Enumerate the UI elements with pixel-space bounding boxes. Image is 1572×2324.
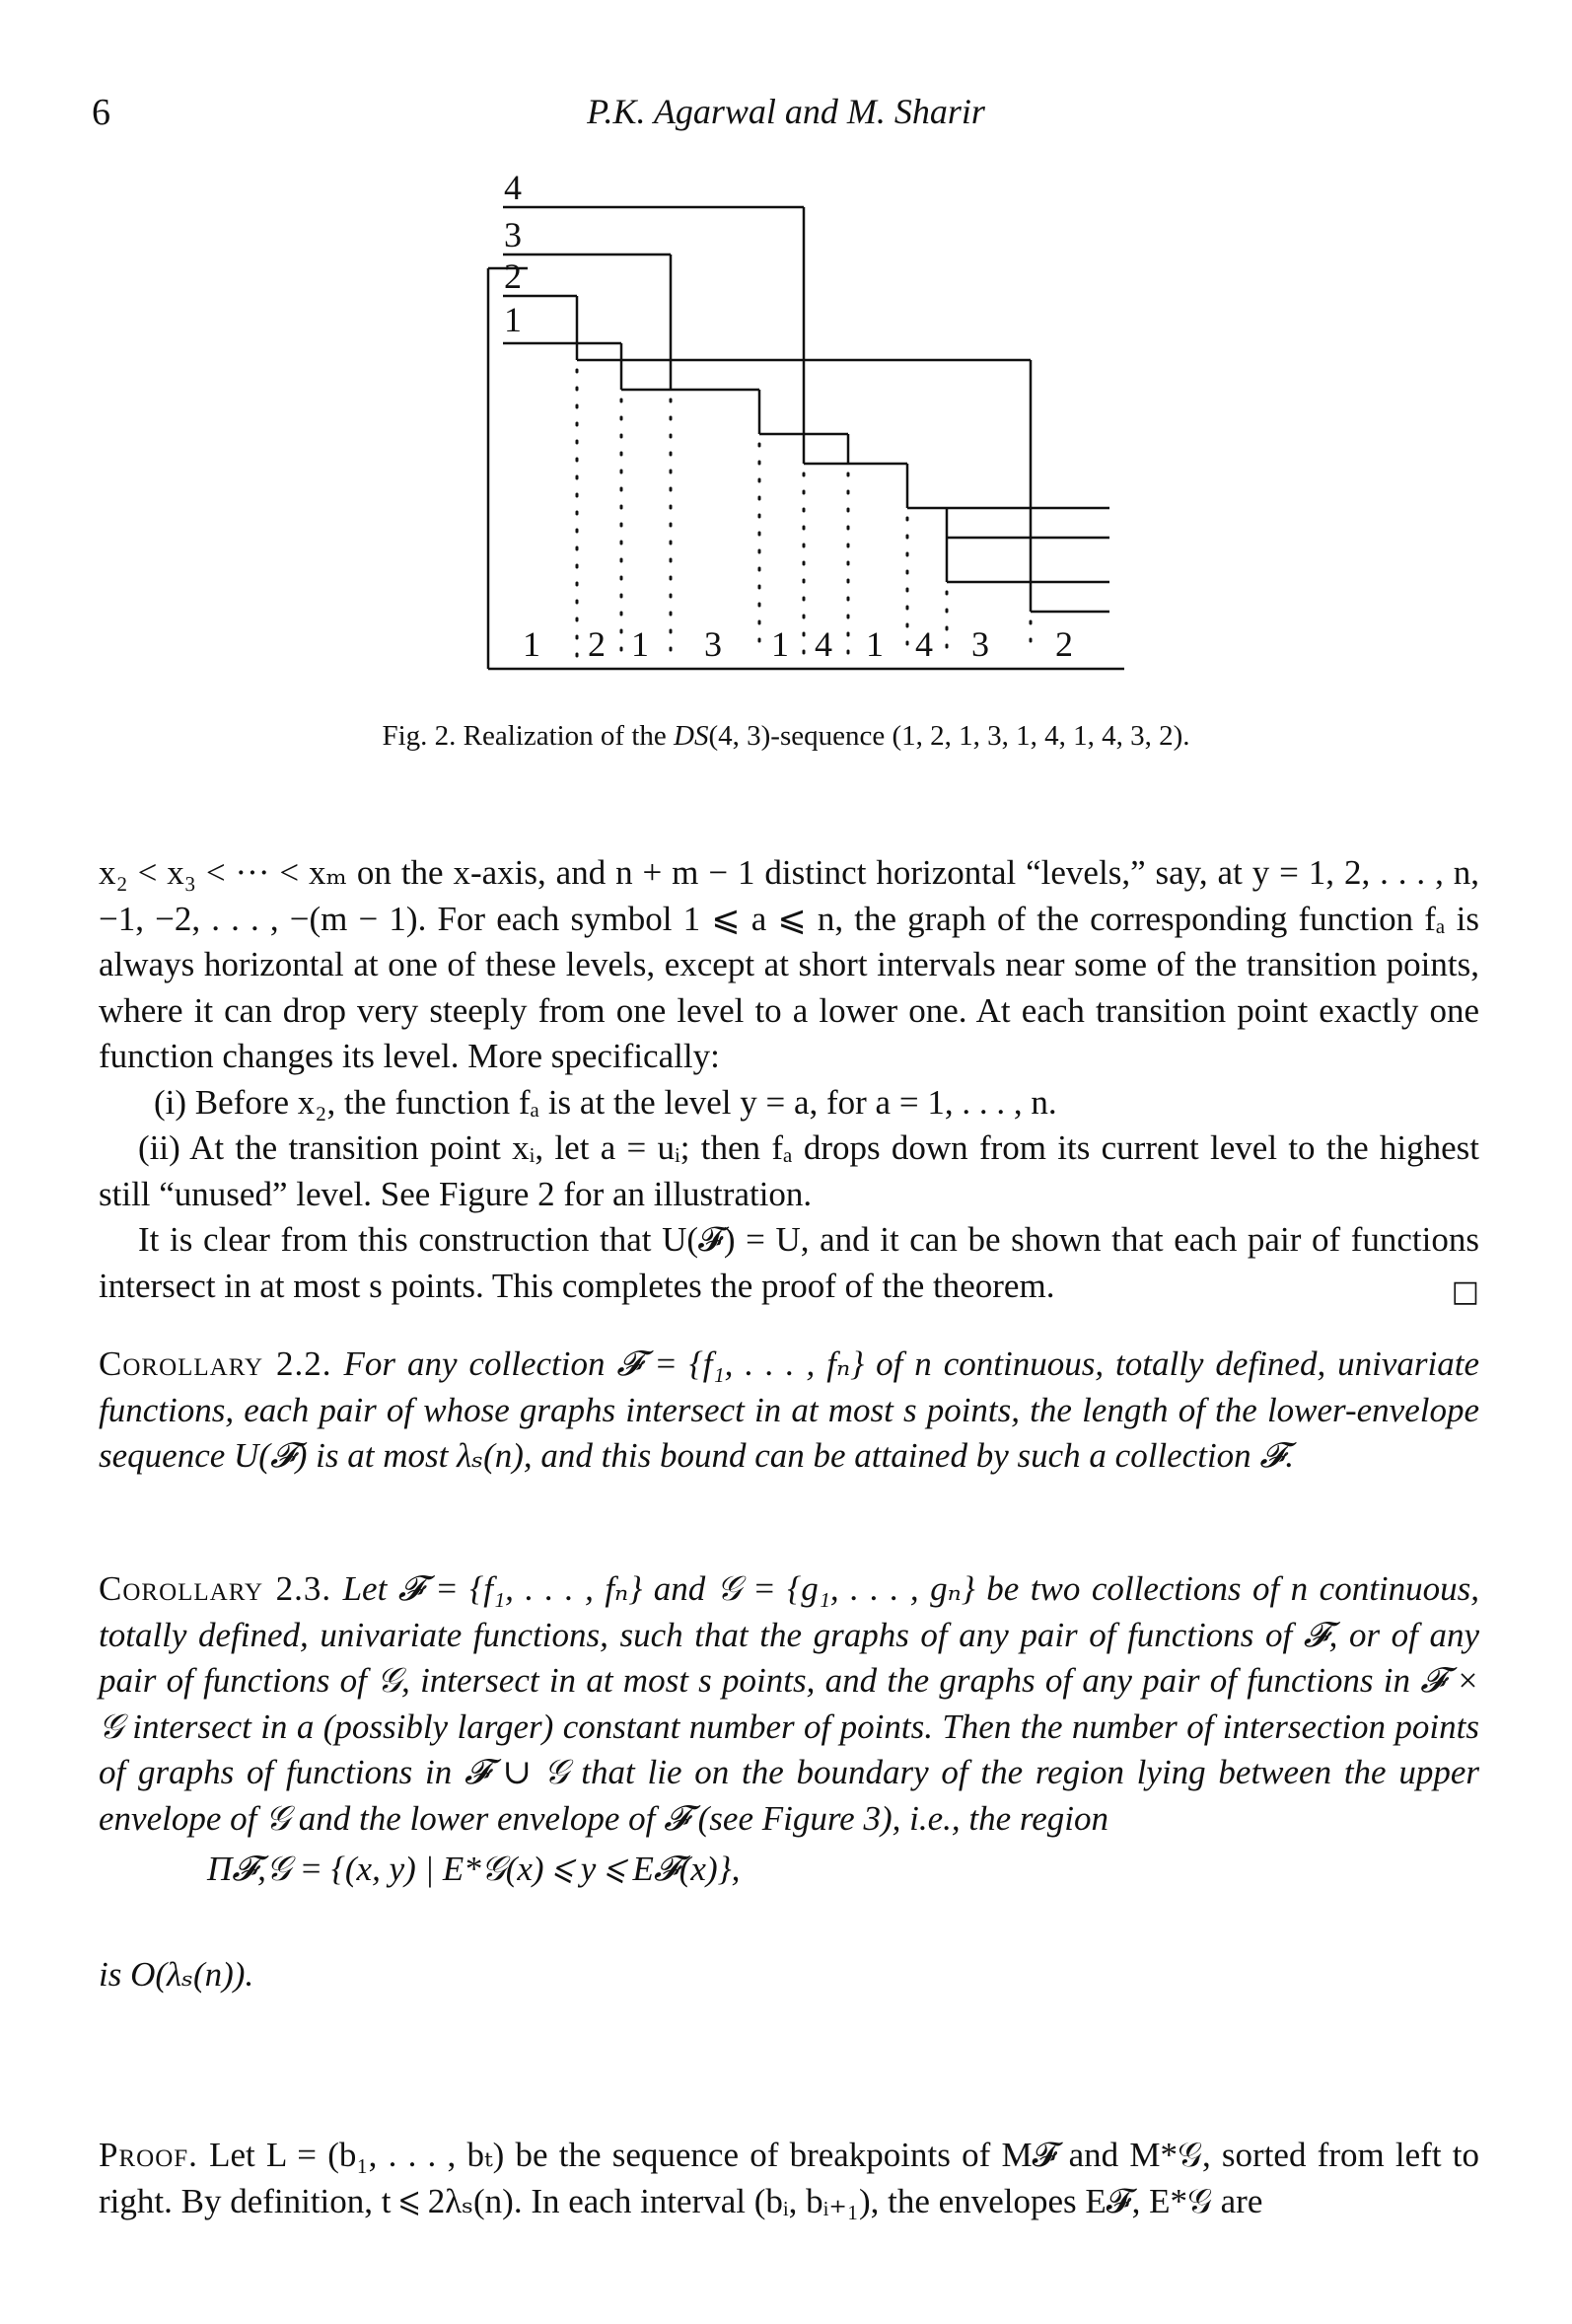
level-label-2: 2 [504,256,522,296]
corollary-conclusion: is O(λₛ(n)). [99,1955,254,1994]
corollary-2-3 [99,1566,1479,1842]
paragraph-1: x₂ < x₃ < ··· < xₘ on the x-axis, and n + m − 1 distinct horizontal “levels,” say, at y = 1, 2, . . . , n, −1, −2, . . . , −(m − 1). For each symbol 1 ⩽ a ⩽ n, the graph of the corresponding function fₐ is always horizontal at one of these levels, except at short intervals near some of the transition points, where it can drop very steeply from one level to a lower one. At each transition point exactly one function changes its level. More specifically: [99,853,1479,1075]
seq-label: 1 [771,624,789,664]
paragraph-2: It is clear from this construction that U(𝓕) = U, and it can be shown that each pair of functions intersect in at most s points. This completes the proof of the theorem. □ [99,1217,1479,1309]
seq-label: 3 [704,624,722,664]
level-label-3: 3 [504,215,522,254]
figure-2-ds-sequence [0,0,1572,710]
seq-label: 4 [915,624,933,664]
list-item-ii: (ii) At the transition point xᵢ, let a = uᵢ; then fₐ drops down from its current level to the highest still “unused” level. See Figure 2 for an illustration. [99,1128,1479,1213]
level-label-1: 1 [504,300,522,339]
list-item-i: (i) Before x₂, the function fₐ is at the level y = a, for a = 1, . . . , n. [154,1082,1057,1122]
page-number: 6 [92,92,110,133]
body-text [99,850,1479,1315]
running-head: P.K. Agarwal and M. Sharir [587,92,985,131]
qed-icon: □ [1451,1273,1479,1309]
corollary-text: For any collection 𝓕 = {f₁, . . . , fₙ} of n continuous, totally defined, univariate functions, each pair of whose graphs intersect in at most s points, the length of the lower-envelope sequence U(𝓕) is at most λₛ(n), and this bound can be attained by such a collection 𝓕. [99,1344,1480,1475]
figure-caption: Fig. 2. Realization of the DS(4, 3)-sequence (1, 2, 1, 3, 1, 4, 1, 4, 3, 2). [382,720,1190,752]
seq-label: 1 [631,624,649,664]
seq-label: 2 [588,624,606,664]
corollary-heading: Corollary 2.3. [99,1569,332,1608]
proof-text: Let L = (b₁, . . . , bₜ) be the sequence of breakpoints of M𝓕 and M*𝒢, sorted from left to right. By definition, t ⩽ 2λₛ(n). In each interval (bᵢ, bᵢ₊₁), the envelopes E𝓕, E*𝒢 are [99,2136,1480,2220]
corollary-2-2 [99,1342,1479,1480]
seq-label: 1 [523,624,540,664]
seq-label: 4 [815,624,832,664]
corollary-heading: Corollary 2.2. [99,1344,332,1383]
seq-label: 1 [866,624,884,664]
corollary-text: Let 𝓕 = {f₁, . . . , fₙ} and 𝒢 = {g₁, . . . , gₙ} be two collections of n continuous, totally defined, univariate functions, such that the graphs of any pair of functions of 𝓕, or of any pair of functions of 𝒢, intersect in at most s points, and the graphs of any pair of functions in 𝓕 × 𝒢 intersect in a (possibly larger) constant number of points. Then the number of intersection points of graphs of functions in 𝓕 ∪ 𝒢 that lie on the boundary of the region lying between the upper envelope of 𝒢 and the lower envelope of 𝓕 (see Figure 3), i.e., the region [99,1569,1480,1838]
seq-label: 3 [971,624,989,664]
display-equation: Π𝓕,𝒢 = {(x, y) | E*𝒢(x) ⩽ y ⩽ E𝓕(x)}, [207,1850,741,1888]
level-label-4: 4 [504,168,522,207]
proof [99,2133,1479,2224]
seq-label: 2 [1055,624,1073,664]
proof-heading: Proof. [99,2136,198,2174]
